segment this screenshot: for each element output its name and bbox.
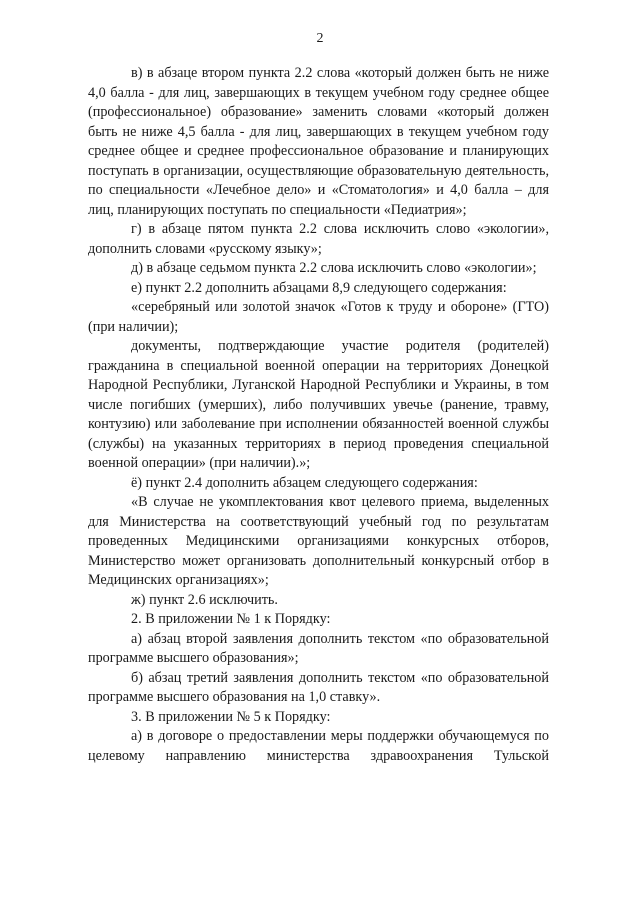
paragraph-quota: «В случае не укомплектования квот целевого приема, выделенных для Министерства на соответствующий учебный год по результатам проведенных Медицинскими организациями конкурсных отборов, Министерство может организовать дополнительный конкурсный отбор в Медицинских организациях»; (88, 494, 549, 588)
paragraph-section-2-b: б) абзац третий заявления дополнить текстом «по образовательной программе высшего образования на 1,0 ставку». (88, 669, 549, 705)
document-body (88, 64, 549, 766)
paragraph-documents: документы, подтверждающие участие родителя (родителей) гражданина в специальной военной операции на территориях Донецкой Народной Республики, Луганской Народной Республики и Украины, в том числе погибших (умерших), либо получивших увечье (ранение, травму, контузию) или заболевание при исполнении обязанностей военной службы (службы) на указанных территориях в период проведения специальной военной операции» (при наличии).»; (88, 338, 549, 471)
paragraph-item-yo: ё) пункт 2.4 дополнить абзацем следующего содержания: (131, 474, 478, 491)
page-number: 2 (316, 31, 324, 46)
paragraph-section-2: 2. В приложении № 1 к Порядку: (131, 611, 331, 627)
paragraph-gto-badge: «серебряный или золотой значок «Готов к труду и обороне» (ГТО) (при наличии); (88, 299, 549, 335)
paragraph-item-v: в) в абзаце втором пункта 2.2 слова «который должен быть не ниже 4,0 балла - для лиц, завершающих в текущем учебном году среднее общее (профессиональное) образование» заменить словами «который должен быть не ниже 4,5 балла - для лиц, завершающих в текущем учебном году среднее общее и среднее профессиональное образование и планирующих поступать в организации, осуществляющие образовательную деятельность, по специальности «Лечебное дело» и «Стоматология» и 4,0 балла – для лиц, планирующих поступать по специальности «Педиатрия»; (88, 65, 549, 218)
paragraph-section-3-a: а) в договоре о предоставлении меры поддержки обучающемуся по целевому направлению министерства здравоохранения Тульской (88, 728, 549, 764)
paragraph-item-e: е) пункт 2.2 дополнить абзацами 8,9 следующего содержания: (131, 279, 507, 296)
paragraph-section-3: 3. В приложении № 5 к Порядку: (131, 708, 331, 725)
paragraph-item-zh: ж) пункт 2.6 исключить. (131, 591, 278, 608)
paragraph-section-2-a: а) абзац второй заявления дополнить текстом «по образовательной программе высшего образования»; (88, 630, 549, 666)
paragraph-item-d: д) в абзаце седьмом пункта 2.2 слова исключить слово «экологии»; (131, 260, 537, 276)
paragraph-item-g: г) в абзаце пятом пункта 2.2 слова исключить слово «экологии», дополнить словами «русскому языку»; (88, 221, 549, 257)
